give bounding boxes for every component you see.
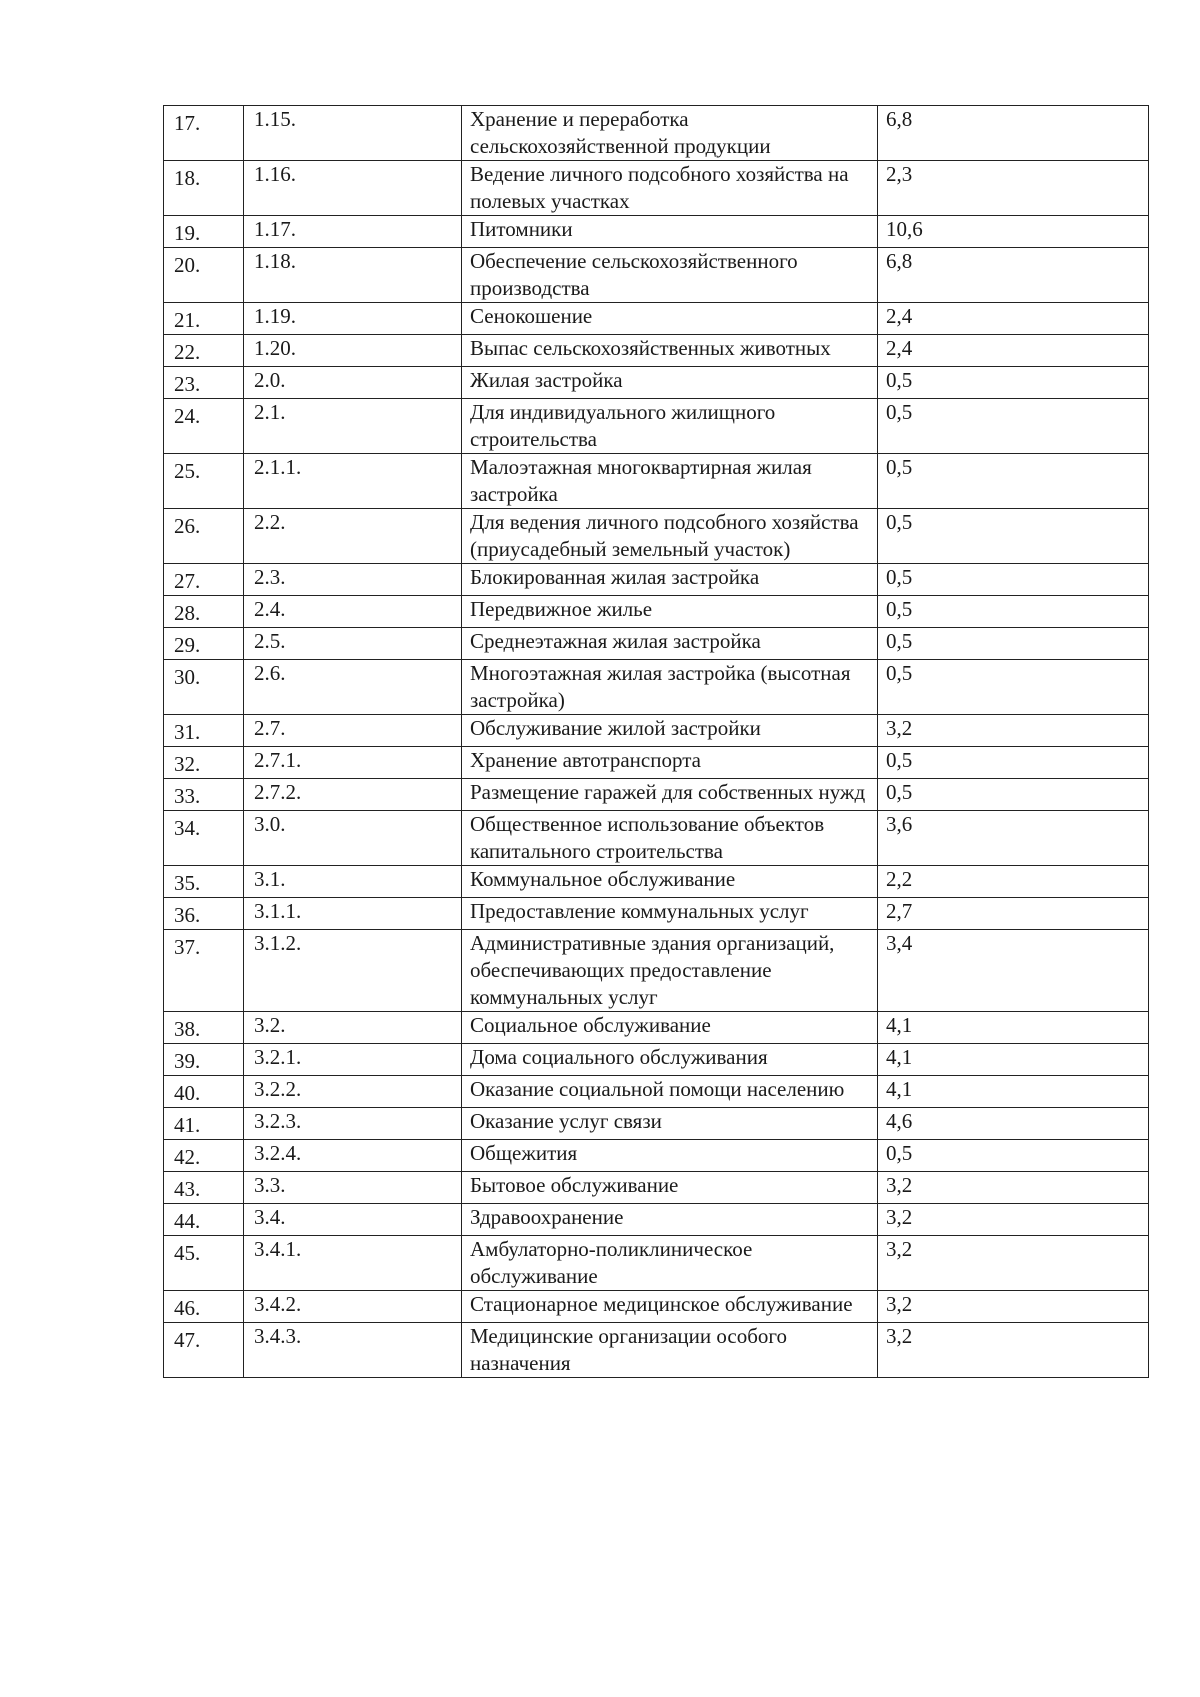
value-cell: 4,1: [878, 1012, 1149, 1044]
table-row: [164, 564, 1149, 596]
table-row: [164, 866, 1149, 898]
name-cell: Бытовое обслуживание: [462, 1172, 878, 1204]
row-number-cell: 34.: [164, 811, 244, 866]
code-cell: 3.1.: [244, 866, 462, 898]
value-cell: 0,5: [878, 509, 1149, 564]
name-cell: Жилая застройка: [462, 367, 878, 399]
code-cell: 2.5.: [244, 628, 462, 660]
code-cell: 1.18.: [244, 248, 462, 303]
name-cell: Медицинские организации особого назначения: [462, 1323, 878, 1378]
row-number-cell: 46.: [164, 1291, 244, 1323]
name-cell: Выпас сельскохозяйственных животных: [462, 335, 878, 367]
row-number-cell: 40.: [164, 1076, 244, 1108]
row-number-cell: 47.: [164, 1323, 244, 1378]
table-row: [164, 509, 1149, 564]
name-cell: Хранение и переработка сельскохозяйственной продукции: [462, 106, 878, 161]
table-row: [164, 811, 1149, 866]
row-number-cell: 36.: [164, 898, 244, 930]
name-cell: Обеспечение сельскохозяйственного производства: [462, 248, 878, 303]
code-cell: 3.4.2.: [244, 1291, 462, 1323]
code-cell: 2.0.: [244, 367, 462, 399]
row-number-cell: 17.: [164, 106, 244, 161]
value-cell: 3,2: [878, 1291, 1149, 1323]
code-cell: 3.3.: [244, 1172, 462, 1204]
name-cell: Многоэтажная жилая застройка (высотная застройка): [462, 660, 878, 715]
table-row: [164, 1044, 1149, 1076]
table-row: [164, 454, 1149, 509]
row-number-cell: 27.: [164, 564, 244, 596]
name-cell: Блокированная жилая застройка: [462, 564, 878, 596]
row-number-cell: 37.: [164, 930, 244, 1012]
name-cell: Для ведения личного подсобного хозяйства (приусадебный земельный участок): [462, 509, 878, 564]
value-cell: 0,5: [878, 367, 1149, 399]
table-row: [164, 248, 1149, 303]
row-number-cell: 41.: [164, 1108, 244, 1140]
code-cell: 1.19.: [244, 303, 462, 335]
table-row: [164, 335, 1149, 367]
value-cell: 2,4: [878, 335, 1149, 367]
row-number-cell: 21.: [164, 303, 244, 335]
value-cell: 0,5: [878, 454, 1149, 509]
name-cell: Коммунальное обслуживание: [462, 866, 878, 898]
row-number-cell: 25.: [164, 454, 244, 509]
row-number-cell: 19.: [164, 216, 244, 248]
value-cell: 6,8: [878, 106, 1149, 161]
code-cell: 3.2.3.: [244, 1108, 462, 1140]
table-row: [164, 303, 1149, 335]
name-cell: Оказание социальной помощи населению: [462, 1076, 878, 1108]
row-number-cell: 18.: [164, 161, 244, 216]
table-row: [164, 779, 1149, 811]
table-row: [164, 106, 1149, 161]
row-number-cell: 20.: [164, 248, 244, 303]
row-number-cell: 38.: [164, 1012, 244, 1044]
table-row: [164, 1108, 1149, 1140]
value-cell: 4,1: [878, 1076, 1149, 1108]
name-cell: Питомники: [462, 216, 878, 248]
table-row: [164, 930, 1149, 1012]
code-cell: 2.4.: [244, 596, 462, 628]
table-row: [164, 660, 1149, 715]
code-cell: 3.1.1.: [244, 898, 462, 930]
value-cell: 6,8: [878, 248, 1149, 303]
code-cell: 3.2.1.: [244, 1044, 462, 1076]
name-cell: Здравоохранение: [462, 1204, 878, 1236]
value-cell: 0,5: [878, 779, 1149, 811]
name-cell: Общественное использование объектов капитального строительства: [462, 811, 878, 866]
row-number-cell: 35.: [164, 866, 244, 898]
name-cell: Сенокошение: [462, 303, 878, 335]
name-cell: Обслуживание жилой застройки: [462, 715, 878, 747]
name-cell: Хранение автотранспорта: [462, 747, 878, 779]
row-number-cell: 42.: [164, 1140, 244, 1172]
value-cell: 3,4: [878, 930, 1149, 1012]
value-cell: 2,3: [878, 161, 1149, 216]
value-cell: 2,2: [878, 866, 1149, 898]
land-use-table: [163, 105, 1149, 1378]
code-cell: 2.3.: [244, 564, 462, 596]
name-cell: Дома социального обслуживания: [462, 1044, 878, 1076]
table-row: [164, 1291, 1149, 1323]
code-cell: 1.16.: [244, 161, 462, 216]
table-row: [164, 898, 1149, 930]
name-cell: Амбулаторно-поликлиническое обслуживание: [462, 1236, 878, 1291]
table-row: [164, 1236, 1149, 1291]
row-number-cell: 24.: [164, 399, 244, 454]
code-cell: 3.1.2.: [244, 930, 462, 1012]
row-number-cell: 26.: [164, 509, 244, 564]
name-cell: Передвижное жилье: [462, 596, 878, 628]
code-cell: 1.20.: [244, 335, 462, 367]
value-cell: 3,6: [878, 811, 1149, 866]
value-cell: 3,2: [878, 1204, 1149, 1236]
row-number-cell: 33.: [164, 779, 244, 811]
value-cell: 0,5: [878, 660, 1149, 715]
name-cell: Стационарное медицинское обслуживание: [462, 1291, 878, 1323]
value-cell: 0,5: [878, 747, 1149, 779]
code-cell: 3.0.: [244, 811, 462, 866]
name-cell: Социальное обслуживание: [462, 1012, 878, 1044]
value-cell: 4,1: [878, 1044, 1149, 1076]
name-cell: Среднеэтажная жилая застройка: [462, 628, 878, 660]
value-cell: 4,6: [878, 1108, 1149, 1140]
code-cell: 2.7.: [244, 715, 462, 747]
code-cell: 2.6.: [244, 660, 462, 715]
table-row: [164, 715, 1149, 747]
value-cell: 3,2: [878, 1323, 1149, 1378]
table-row: [164, 1076, 1149, 1108]
table-row: [164, 1140, 1149, 1172]
name-cell: Оказание услуг связи: [462, 1108, 878, 1140]
code-cell: 1.17.: [244, 216, 462, 248]
value-cell: 3,2: [878, 1236, 1149, 1291]
code-cell: 3.4.1.: [244, 1236, 462, 1291]
value-cell: 0,5: [878, 1140, 1149, 1172]
table-row: [164, 161, 1149, 216]
code-cell: 3.4.3.: [244, 1323, 462, 1378]
value-cell: 3,2: [878, 715, 1149, 747]
table-row: [164, 399, 1149, 454]
value-cell: 10,6: [878, 216, 1149, 248]
code-cell: 2.7.2.: [244, 779, 462, 811]
name-cell: Для индивидуального жилищного строительства: [462, 399, 878, 454]
code-cell: 2.2.: [244, 509, 462, 564]
row-number-cell: 23.: [164, 367, 244, 399]
row-number-cell: 45.: [164, 1236, 244, 1291]
table-row: [164, 1012, 1149, 1044]
row-number-cell: 43.: [164, 1172, 244, 1204]
code-cell: 3.2.2.: [244, 1076, 462, 1108]
table-body: [164, 106, 1149, 1378]
name-cell: Малоэтажная многоквартирная жилая застройка: [462, 454, 878, 509]
row-number-cell: 29.: [164, 628, 244, 660]
table-row: [164, 1172, 1149, 1204]
row-number-cell: 39.: [164, 1044, 244, 1076]
code-cell: 2.1.1.: [244, 454, 462, 509]
row-number-cell: 28.: [164, 596, 244, 628]
value-cell: 0,5: [878, 564, 1149, 596]
table-row: [164, 596, 1149, 628]
table-row: [164, 1204, 1149, 1236]
row-number-cell: 31.: [164, 715, 244, 747]
value-cell: 2,7: [878, 898, 1149, 930]
name-cell: Размещение гаражей для собственных нужд: [462, 779, 878, 811]
table-row: [164, 628, 1149, 660]
row-number-cell: 30.: [164, 660, 244, 715]
table-row: [164, 216, 1149, 248]
code-cell: 3.4.: [244, 1204, 462, 1236]
row-number-cell: 22.: [164, 335, 244, 367]
table-row: [164, 747, 1149, 779]
code-cell: 3.2.: [244, 1012, 462, 1044]
name-cell: Предоставление коммунальных услуг: [462, 898, 878, 930]
value-cell: 0,5: [878, 596, 1149, 628]
value-cell: 2,4: [878, 303, 1149, 335]
code-cell: 3.2.4.: [244, 1140, 462, 1172]
name-cell: Административные здания организаций, обеспечивающих предоставление коммунальных услуг: [462, 930, 878, 1012]
value-cell: 0,5: [878, 628, 1149, 660]
row-number-cell: 44.: [164, 1204, 244, 1236]
code-cell: 2.7.1.: [244, 747, 462, 779]
code-cell: 2.1.: [244, 399, 462, 454]
table-row: [164, 1323, 1149, 1378]
value-cell: 0,5: [878, 399, 1149, 454]
code-cell: 1.15.: [244, 106, 462, 161]
value-cell: 3,2: [878, 1172, 1149, 1204]
table-row: [164, 367, 1149, 399]
name-cell: Ведение личного подсобного хозяйства на полевых участках: [462, 161, 878, 216]
row-number-cell: 32.: [164, 747, 244, 779]
name-cell: Общежития: [462, 1140, 878, 1172]
